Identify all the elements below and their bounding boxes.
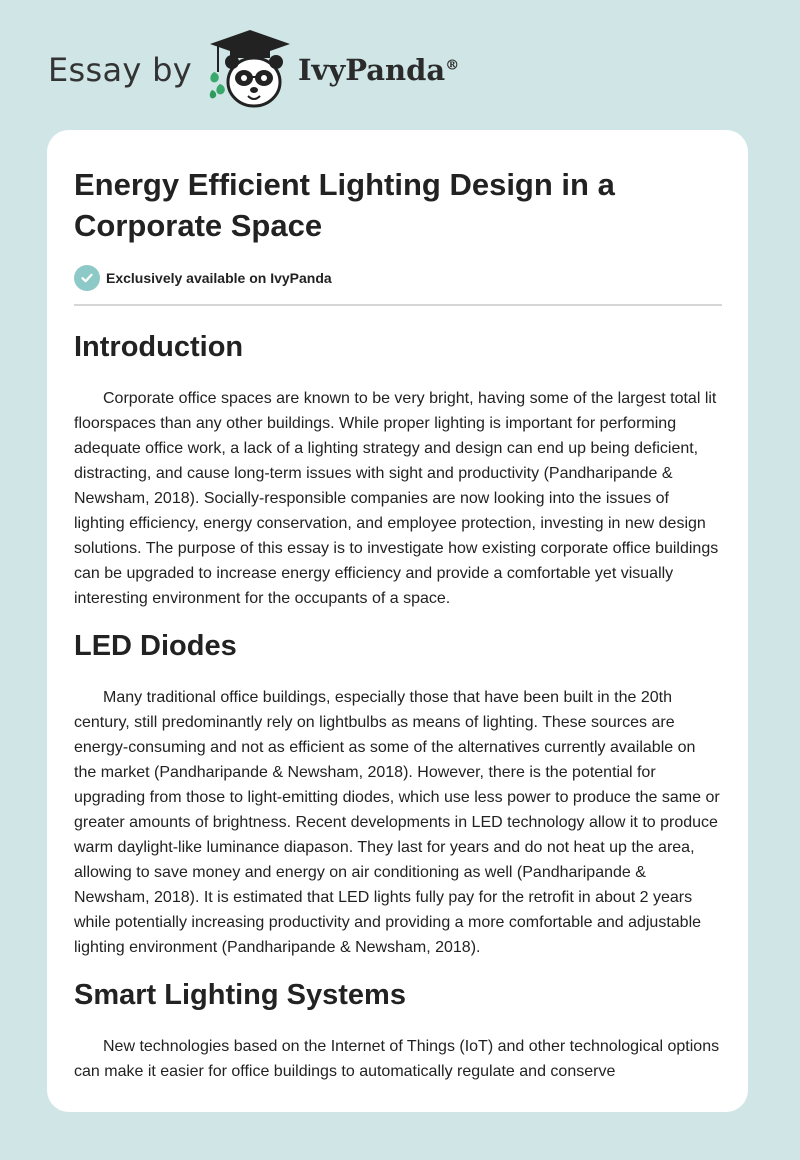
brand-name-text: IvyPanda bbox=[297, 53, 446, 87]
section-paragraph-smart-lighting: New technologies based on the Internet of Things (IoT) and other technological options can make it easier for office buildings to automatically regulate and conserve bbox=[74, 1038, 720, 1080]
section-heading-led-diodes: LED Diodes bbox=[74, 630, 237, 662]
divider bbox=[74, 304, 722, 306]
registered-mark: ® bbox=[445, 57, 460, 74]
section-paragraph-introduction: Corporate office spaces are known to be very bright, having some of the largest total lit floorspaces than any other buildings. While proper lighting is important for performing adequate office work, a lack of a lighting strategy and design can end up being deficient, distracting, and cause long-term issues with sight and productivity (Pandharipande & Newsham, 2018). Socially-responsible companies are now looking into the issues of lighting efficiency, energy conservation, and employee protection, investing in new design solutions. The purpose of this essay is to investigate how existing corporate office buildings can be upgraded to increase energy efficiency and provide a comfortable yet visually interesting environment for the occupants of a space. bbox=[74, 390, 719, 607]
section-paragraph-led-diodes: Many traditional office buildings, especially those that have been built in the 20th century, still predominantly rely on lightbulbs as means of lighting. These sources are energy-consuming and not as efficient as some of the alternatives currently available on the market (Pandharipande & Newsham, 2018). However, there is the potential for upgrading from those to light-emitting diodes, which use less power to produce the same or greater amounts of brightness. Recent developments in LED technology allow it to produce warm daylight-like luminance diapason. They last for years and do not heat up the area, allowing to save money and energy on air conditioning as well (Pandharipande & Newsham, 2018). It is estimated that LED lights fully pay for the retrofit in about 2 years while potentially increasing productivity and providing a more comfortable and adjustable lighting environment (Pandharipande & Newsham, 2018). bbox=[74, 689, 720, 956]
brand-prefix: Essay by bbox=[48, 51, 192, 89]
check-circle-icon bbox=[74, 265, 100, 291]
section-heading-introduction: Introduction bbox=[74, 331, 244, 363]
badge-text: Exclusively available on IvyPanda bbox=[106, 270, 332, 286]
section-heading-smart-lighting: Smart Lighting Systems bbox=[74, 979, 406, 1011]
brand-name[interactable] bbox=[298, 53, 459, 87]
exclusive-badge bbox=[74, 264, 722, 292]
site-header bbox=[48, 28, 459, 112]
essay-card bbox=[47, 130, 748, 1112]
page-title: Energy Efficient Lighting Design in a Corporate Space bbox=[74, 167, 615, 243]
panda-graduate-logo-icon[interactable] bbox=[206, 28, 294, 112]
